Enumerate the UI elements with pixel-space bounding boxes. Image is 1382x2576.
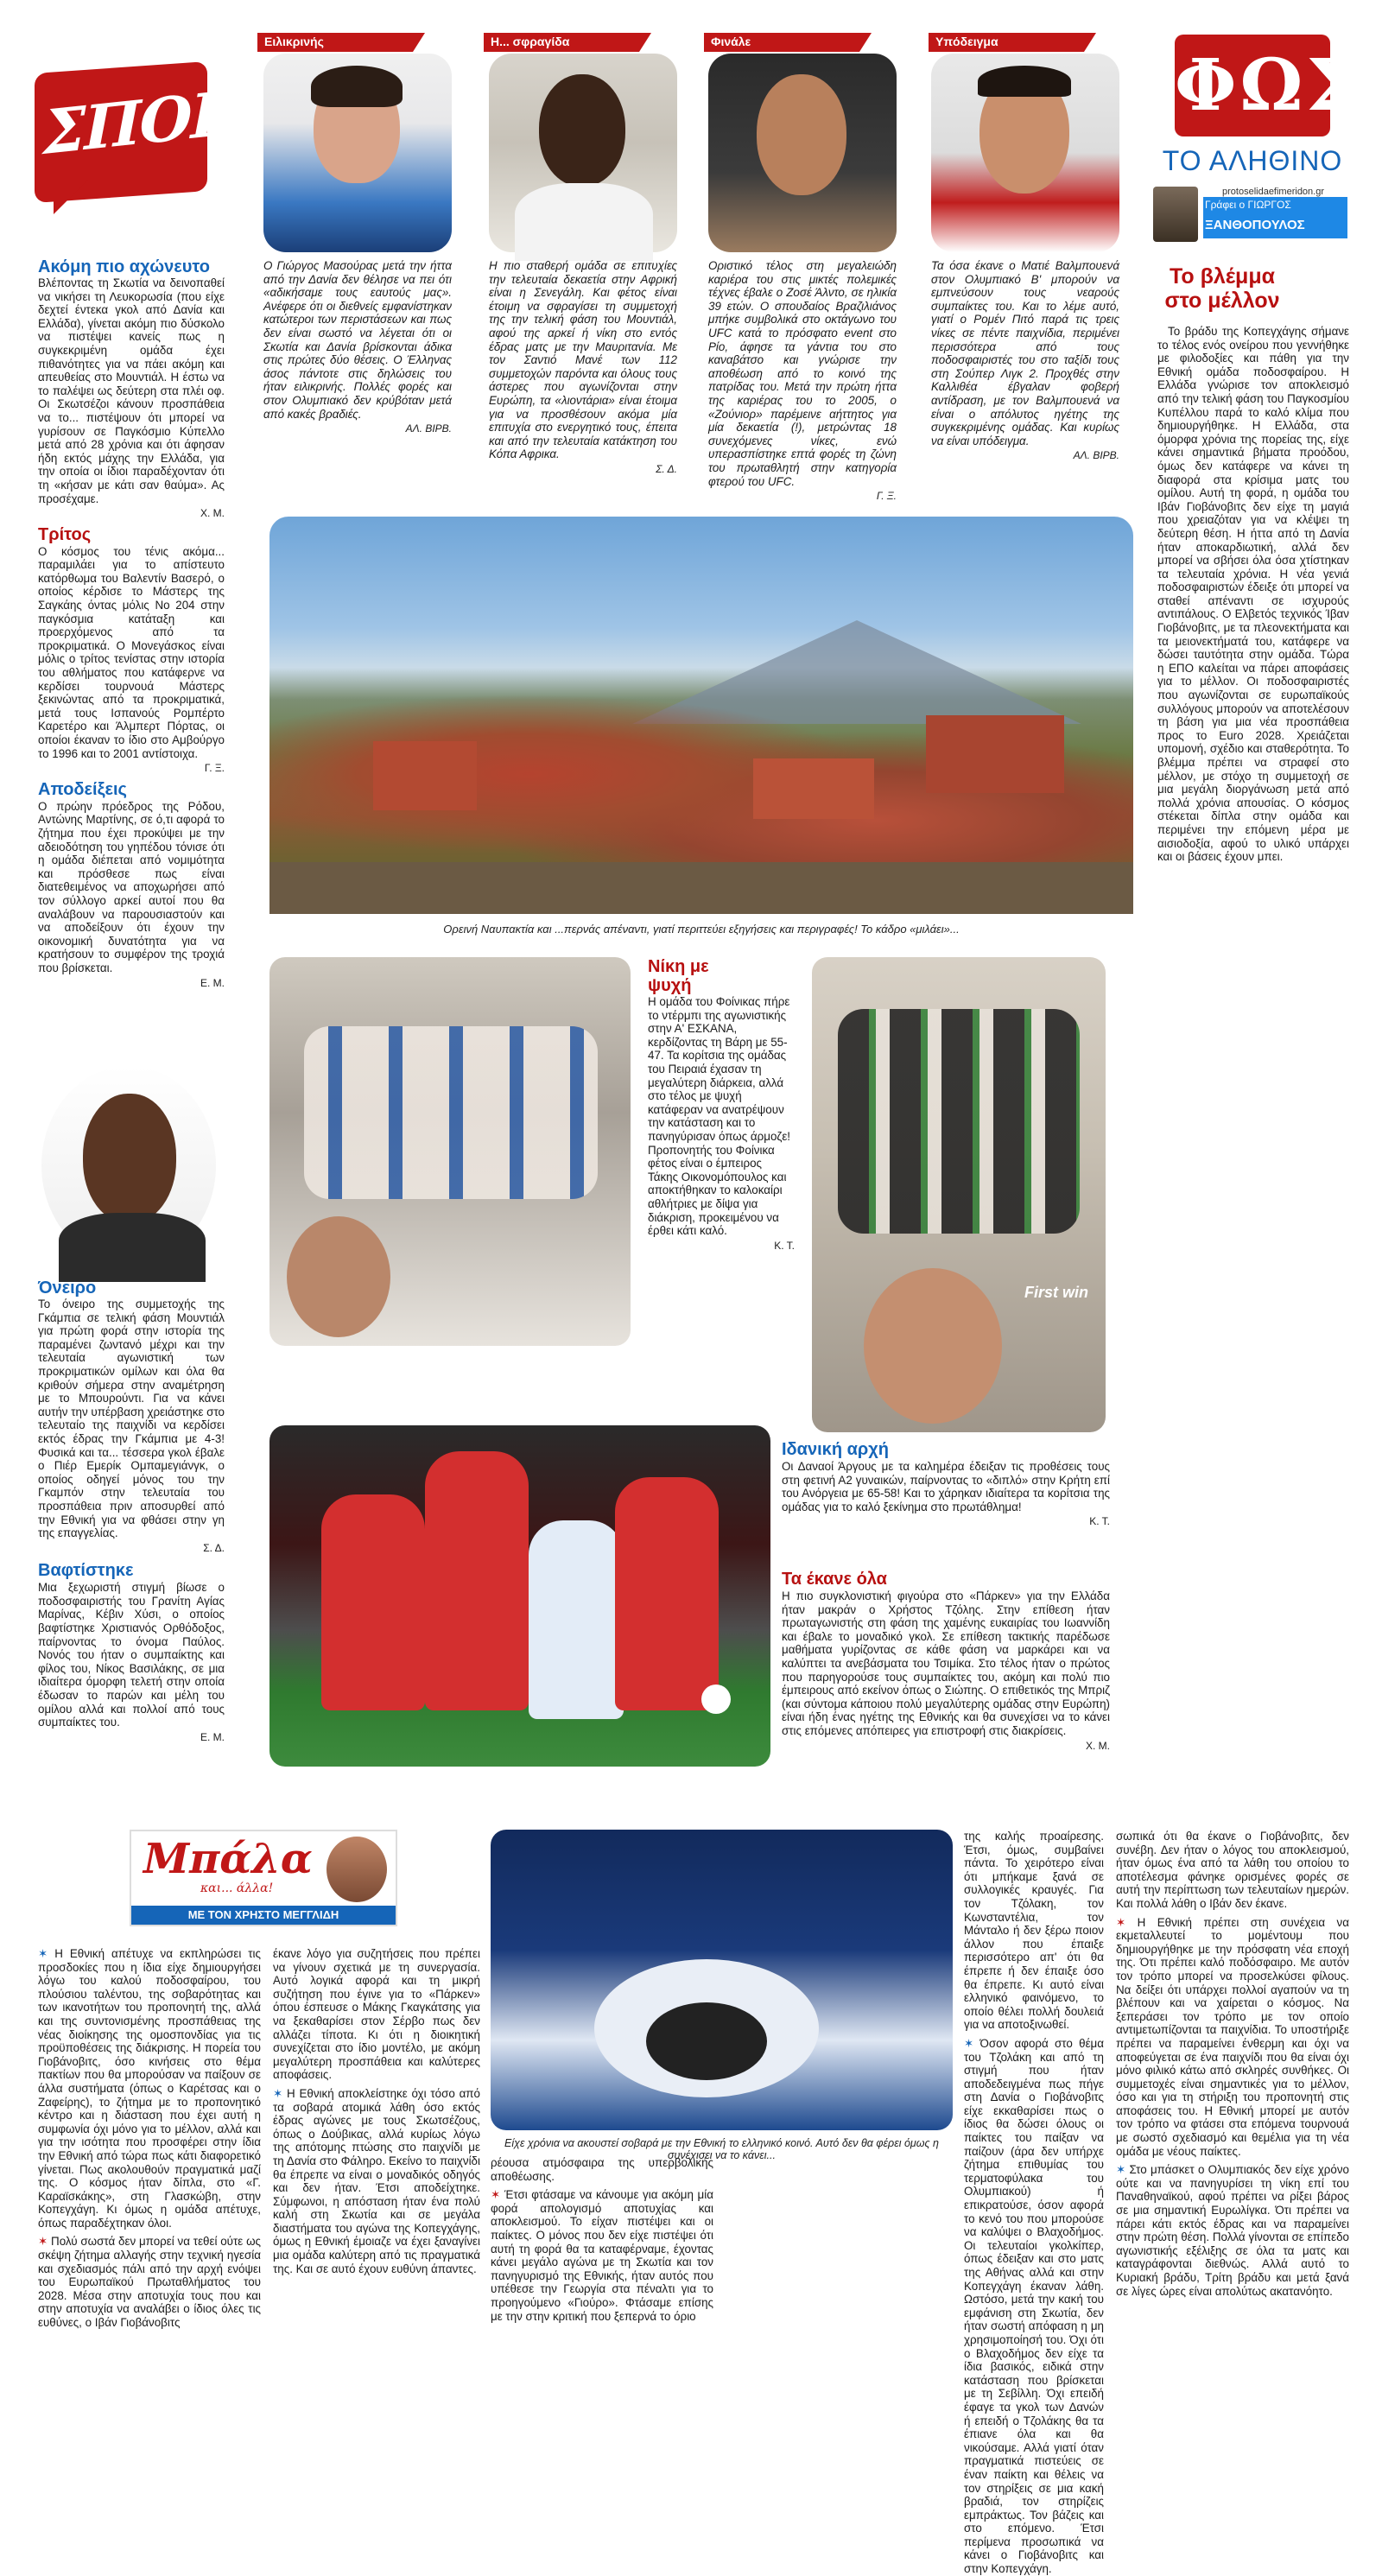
- heading-axwneuto: Ακόμη πιο αχώνευτο: [38, 257, 210, 276]
- sport-logo-text: ΣΠΟΡ: [43, 76, 235, 168]
- firstwin-logo: First win: [1024, 1284, 1088, 1301]
- sig-nikh: Κ. Τ.: [774, 1239, 795, 1252]
- fos-subtitle: ΤΟ ΑΛΗΘΙΝΟ: [1162, 145, 1343, 176]
- left-column: [38, 257, 225, 990]
- ola-block: [782, 1569, 1110, 1753]
- body-idaniki: Οι Δαναοί Άργους με τα καλημέρα έδειξαν τις προθέσεις τους στη φετινή Α2 γυναικών, παίρνοντας το «διπλό» στην Κρήτη επί του Ανόργεια με 65-58! Και το χάρηκαν ιδιαίτερα τα κορίτσια της ομάδας για το καλό ξεκίνημα στο πρωτάθλημα!: [782, 1460, 1110, 1513]
- fans-caption: Είχε χρόνια να ακουστεί σοβαρά με την Εθνική το ελληνικό κοινό. Αυτό δεν θα φέρει όμως η συνέχισει να το κάνει...: [504, 2137, 939, 2161]
- mpala-logo: [130, 1830, 397, 1926]
- body-axwneuto: Βλέποντας τη Σκωτία να δεινοπαθεί να νικήσει τη Λευκορωσία (που είχε δεχτεί έντεκα γκολ από Δανία και Ελλάδα), γίνεται ακόμη πιο δύσκολο να πιστέψει κανείς πως η συγκεκριμένη ομάδα έχει πιθανότητες για να πάει ακόμη και απευθείας στο Μουντιάλ. Η έστω να το παλέψει ως δεύτερη στα πλέι οφ. Οι Σκωτσέζοι κάνουν προσπάθεια να το... πιστέψουν ότι μπορεί να γυρίσουν σε Παγκόσμιο Κύπελλο μετά από 28 χρόνια και ότι άφησαν ήδη εκτός μάχης την Ελλάδα, για την οποία οι ίδιοι παραδέχονταν ότι τη «κήσαν με κάτι σαν θαύμα». Ας προσέχαμε.: [38, 276, 225, 505]
- left-column-lower: [38, 1278, 225, 1744]
- caption-valbuena: Τα όσα έκανε ο Ματιέ Βαλμπουενά στον Ολυμπιακό Β' μπορούν να εμπνεύσουν τους νεαρούς συμπαίκτες του. Και το λέμε αυτό, γιατί ο Ρομέν Πιτό παρά τις τρεις νίκες σε πέντε παιχνίδια, περιμένει περισσότερα από τους ποδοσφαιριστές του στο ταξίδι τους στη Σούπερ Λιγκ 2. Προχθές στην Καλλιθέα έβγαλαν φοβερή αντίδραση, με τον Βαλμπουενά να είναι ο απόλυτος ηγέτης της συγκεκριμένης ομάδας. Και κυρίως να είναι υπόδειγμα. ΑΛ. ΒΙΡΒ.: [931, 259, 1119, 462]
- sig-ola: Χ. Μ.: [1085, 1739, 1110, 1752]
- heading-tritos: Τρίτος: [38, 524, 92, 544]
- tab-sfragida: Η... σφραγίδα: [484, 33, 639, 52]
- photo-masouras: [263, 54, 452, 252]
- photo-aldo: [708, 54, 897, 252]
- caption-mane: Η πιο σταθερή ομάδα σε επιτυχίες την τελευταία δεκαετία στην Αφρική είναι η Σενεγάλη. Και φέτος είναι έτοιμη να σφραγίσει τη συμμετοχή της την τελική φάση του Μουντιάλ, αφού της αρκεί ή νίκη στο εντός έδρας ματς με την Μαυριτανία. Με τον Σαντιό Μανέ των 112 συμμετοχών παρόντα και όλους τους άστερες που αγωνίζονται στην Ευρώπη, τα «λιοντάρια» είναι έτοιμα για να προσθέσουν ακόμα μία επιτυχία στο ενεργητικό τους, έπειτα και από την τελευταία κατάκτηση του Κόπα Αφρικα. Σ. Δ.: [489, 259, 677, 475]
- mpala-byline: ΜΕ ΤΟΝ ΧΡΗΣΤΟ ΜΕΓΓΛΙΔΗ: [131, 1906, 396, 1925]
- avatar-meggidis: [326, 1837, 387, 1902]
- avatar: [1153, 187, 1198, 242]
- photo-valbuena: [931, 54, 1119, 252]
- sig-oneiro: Σ. Δ.: [203, 1541, 225, 1554]
- watermark: protoselidaefimeridon.gr: [1222, 187, 1325, 197]
- bottom-col2: έκανε λόγο για συζητήσεις που πρέπει να γίνουν σχετικά με τη συνεργασία. Αυτό λογικά αφορά και τη μικρή συζήτηση που έγινε για το «Πάρκεν» όπου έσπευσε ο Μάκης Γκαγκάτσης για να ξεκαθαρίσει στον Σέρβο πως δεν αλλάζει τίποτα. Κι ότι η διοικητική συνεχίζεται στο ίδιο μοντέλο, με ακόμη μεγαλύτερη προσπάθεια και καλύτερες αποφάσεις. ✶ Η Εθνική αποκλείστηκε όχι τόσο από τα σοβαρά ατομικά λάθη όσο εκτός έδρας αγώνες με τους Σκωτσέζους, όπως ο Δούβικας, αλλά κυρίως λόγω της απότομης πτώσης στο παιχνίδι με τη Δανία στο Φάληρο. Εκείνο το παιχνίδι θα έπρεπε να είναι ο μοναδικός οδηγός και δεν ήταν. Έτσι αποδείχτηκε. Σύμφωνοι, η απόσταση ήταν ένα πολύ καλή στη Σκωτία και σε μεγάλα διαστήματα του αγώνα της Κοπεγχάγης, όμως η Εθνική έμοιαζε να έχει ξαναγίνει μια ομάδα καλύτερη από τις πραγματικά της. Και σε αυτό έχουν ευθύνη άπαντες.: [273, 1947, 480, 2275]
- body-oneiro: Το όνειρο της συμμετοχής της Γκάμπια σε τελική φάση Μουντιάλ για πρώτη φορά στην ιστορία της παραμένει ζωντανό μέχρι και την τελευταία αγωνιστική των προκριματικών ομίλων και όλα θα κριθούν σήμερα στην αναμέτρηση με το Μπουρούντι. Για να κάνει αυτήν την υπέρβαση χρειάστηκε στο τελευταίο της παιχνίδι να κερδίσει εκτός έδρας την Γκάμπια με 4-3! Φυσικά και τα... τέσσερα γκολ έβαλε ο Πιέρ Εμερίκ Ομπαμεγιάνγκ, ο οποίος οδηγεί μόνος του την Γκαμπόν στην τελευταία του προσπάθεια πριν αποσυρθεί από την Εθνική για να φθάσει στην γη της επαγγελίας.: [38, 1298, 225, 1540]
- sig-apodeixeis: Ε. Μ.: [200, 976, 225, 989]
- tab-ypodeigma: Υπόδειγμα: [929, 33, 1084, 52]
- mpala-logo-text: Μπάλα: [143, 1835, 313, 1883]
- heading-nikh: Νίκη με ψυχή: [648, 957, 709, 995]
- nikh-block: [648, 957, 795, 1253]
- body-tritos: Ο κόσμος του τένις ακόμα... παραμιλάει για το απίστευτο κατόρθωμα του Βαλεντίν Βασερό, ο οποίος κέρδισε το Μάστερς της Σαγκάης όντας μόλις Νο 204 στην παγκόσμια κατάταξη και προερχόμενος από τα προκριματικά. Ο Μονεγάσκος είναι μόλις ο τρίτος τενίστας στην ιστορία του αθλήματος που κατάφερνε να κερδίσει τουρνουά Μάστερς ξεκινώντας από τα προκριματικά, μετά τους Ισπανούς Ρομπέρτο Καρετέρο και Άλμπερτ Πόρτας, οι οποίοι έκαναν το ίδιο στο Αμβούργο το 1996 και το 2001 αντίστοιχα.: [38, 544, 225, 760]
- author-box: [1153, 185, 1347, 245]
- photo-danaoi: [812, 957, 1106, 1432]
- landscape-caption: Ορεινή Ναυπακτία και ...περνάς απέναντι, γιατί περιττεύει εξηγήσεις και περιγραφές! Το κάδρο «μιλάει»...: [443, 923, 960, 936]
- mpala-logo-small: και... άλλα!: [200, 1881, 274, 1895]
- heading-idaniki: Ιδανική αρχή: [782, 1440, 889, 1459]
- author-prefix: Γράφει ο ΓΙΩΡΓΟΣ: [1205, 199, 1291, 211]
- fos-logo-text: ΦΩΣ: [1175, 44, 1360, 127]
- body-apodeixeis: Ο πρώην πρόεδρος της Ρόδου, Αντώνης Μαρτίνης, σε ό,τι αφορά το ζήτημα που έχει προκύψει με την αδειοδότηση του γηπέδου τόνισε ότι η ομάδα διέπεται από νομιμότητα και πρόσθεσε πως είναι διατεθειμένος να αποχωρήσει από τον σύλλογο αρκεί αυτοί που θα αναλάβουν να παρουσιαστούν και να αποδείξουν ότι έχουν την οικονομική δυνατότητα για να κρατήσουν το συμφέρον της τροχιά που βρίσκεται.: [38, 799, 225, 974]
- body-ola: Η πιο συγκλονιστική φιγούρα στο «Πάρκεν» για την Ελλάδα ήταν μακράν ο Χρήστος Τζόλης. Στην επίθεση ήταν πρωταγωνιστής στη φάση της χαμένης ευκαιρίας του Ιωαννίδη και έβαλε το μοναδικό γκολ. Σε επίθεση τακτικής παρέδωσε μαθήματα γυρίζοντας σε κάθε φάση να μαρκάρει και να καλύπτει τα ανεβάσματα του Τσιμίκα. Στο τέλος ήταν ο πρώτος που παρηγορούσε τους συμπαίκτες του, ακόμη και πολύ πιο έμπειρους από εκείνον όπως ο Σιώπης. Ο επιθετικός της Μπριζ (και σύντομα κάποιου πολύ μεγαλύτερης ομάδας στην Ευρώπη) είναι ήδη ένας ηγέτης της Εθνικής και θα συνεχίσει να το κάνει στις επόμενες απόπειρες για επιστροφή στις διακρίσεις.: [782, 1589, 1110, 1737]
- bottom-col5: σωπικά ότι θα έκανε ο Γιοβάνοβιτς, δεν συνέβη. Δεν ήταν ο λόγος του αποκλεισμού, ήταν όμως ένα από τα λάθη του οποίου το αποτέλεσμα φάνηκε ορισμένες φορές σε αυτή την περίπτωση των τελευταίων ημερών. Και πολλά λάθη ο Ιβάν δεν έκανε. ✶ Η Εθνική πρέπει στη συνέχεια να εκμεταλλευτεί το μομέντουμ που δημιουργήθηκε με την πρόσφατη νέα εποχή της. Ότι πρέπει καλό ποδόσφαιρο. Με αυτόν τον τρόπο μπορεί να προσελκύσει φίλους. Να δείξει ότι υπάρχει πολλοί αγαπούν να τη βλέπουν και να χαίρεται ο κόσμος. Να ξεπεράσει τον τρόπο με τον οποίο αντιμετωπίζονται τα παιχνίδια. Το υποστήριξε πρέπει να παραμείνει ένθερμη και όχι να αποφεύγεται σε ένα παιχνίδι που θα είναι όχι μόνο φιλικό κάτω από σκληρές συνθήκες. Οι συμμετοχές είναι σημαντικές για το μέλλον, όσο και για τη στήριξη του προπονητή στις αποφάσεις του. Η Εθνική μπορεί με αυτόν τον τρόπο να φτάσει στα επόμενα τουρνουά με σωστό σχεδιασμό και θεμέλια για τη νέα ομάδα με νέους παίκτες. ✶ Στο μπάσκετ ο Ολυμπιακός δεν είχε χρόνο ούτε και να πανηγυρίσει τη νίκη επί του Παναθηναϊκού, αφού πρέπει να ρίξει βάρος σε μια σημαντική Ευρωλίγκα. Ότι πρέπει να πάρει κάτι εκτός έδρας και να παραμείνει στην πρώτη θέση. Πολλά γίνονται σε επίπεδο αγωνιστικής εξέλιξης σε όλα τα ματς και καταγράφονται διεθνώς. Αλλά αυτό το Κυριακή βράδυ, Τρίτη βράδυ και μετά ξανά σε λίγες ώρες είναι απολύτως ακατανόητο.: [1116, 1830, 1349, 2298]
- bottom-col3: ρέουσα ατμόσφαιρα της υπερβολικής αποθέωσης. ✶ Έτσι φτάσαμε να κάνουμε για ακόμη μία φορά απολογισμό αποτυχίας και αποκλεισμού. Το είχαν πιστέψει και οι παίκτες. Ο μόνος που δεν είχε πιστέψει ότι αυτή τη φορά θα τα καταφέρναμε, έχοντας κάνει μεγάλο αγώνα με τη Σκωτία και τον πανηγυρισμό της Εθνικής, ήταν αυτός που υπέθεσε την Γεωργία στα πέναλτι για το προηγούμενο «Γιούρο». Φτάσαμε επίσης με την στην κριτική που ξεπερνά το όριο: [491, 2156, 713, 2323]
- bottom-col1: ✶ Η Εθνική απέτυχε να εκπληρώσει τις προσδοκίες που η ίδια είχε δημιουργήσει λόγω του καλού ποδοσφαίρου, του πλούσιου ταλέντου, της σοβαρότητας και των ικανοτήτων του προπονητή της, αλλά και της συντονισμένης προσπάθειας της νέας διοίκησης της ομοσπονδίας για τις προϋποθέσεις της διάκρισης. Η πορεία του Γιοβάνοβιτς, όσο κινήσεις στο θέμα πακτίων που θα μπορούσαν να παίξουν σε άλλα συστήματα (όπως ο Καρέτσας και ο Ζαφείρης), το ζήτημα με το προπονητικό κέντρο και η διάσταση που έχει αυτή η συμφωνία όχι μόνο για το μέλλον, αλλά και για την ισότητα που προσφέρει στην ίδια την Εθνική από τώρα πως κάτι διαφορετικό γίνεται. Πως ακολουθούν πραγματικά μαζί της. Ο κόσμος ήταν δίπλα, στο «Γ. Καραϊσκάκης», στη Γλασκώβη, στην Κοπεγχάγη. Κι όμως η ομάδα απέτυχε, όπως παραδέχτηκαν όλοι. ✶ Πολύ σωστά δεν μπορεί να τεθεί ούτε ως σκέψη ζήτημα αλλαγής στην τεχνική ηγεσία και σχεδιασμός πάλι από την αρχή ενόψει του Ευρωπαϊκού Πρωταθλήματος του 2028. Μέσα στην αποτυχία τους που και στην αποτυχία να αναλάβει ο ίδιος όλες τις ευθύνες, ο Ιβάν Γιοβάνοβιτς: [38, 1947, 261, 2330]
- heading-oneiro: Όνειρο: [38, 1278, 97, 1298]
- fos-logo: [1175, 35, 1360, 136]
- photo-foinikas: [269, 957, 631, 1346]
- photo-fans: [491, 1830, 953, 2130]
- caption-masouras: Ο Γιώργος Μασούρας μετά την ήττα από την Δανία δεν θέλησε να πει ότι «αδικήσαμε τους εαυτούς μας». Ανέφερε ότι οι διεθνείς εμφανίστηκαν κατώτεροι των περιστάσεων και πως δεν είναι σωστό να λέγεται ότι οι Σκωτία και Δανία βρίσκονται άδικα στις πρώτες δύο θέσεις. Ο Έλληνας άσος πάντοτε στις δηλώσεις του ήταν ειλικρινής. Πολλές φορές και στον Ολυμπιακό δεν κρύβόταν μετά από κακές βραδιές. ΑΛ. ΒΙΡΒ.: [263, 259, 452, 435]
- heading-ola: Τα έκανε όλα: [782, 1570, 887, 1589]
- bottom-col4: της καλής προαίρεσης. Έτσι, όμως, συμβαίνει πάντα. Το χειρότερο είναι ότι μπήκαμε ξανά σε συλλογικές κραυγές. Για τον Τζόλακη, τον Κωνσταντέλια, τον Μάνταλο ή δεν ξέρω ποιον άλλον που έπαιξε περισσότερο απ' ότι θα έπρεπε ή δεν έπαιξε όσο θα έπρεπε. Κι αυτό είναι ελληνικό φαινόμενο, το οποίο θέλει πολλή δουλειά για να αποτοξινωθεί. ✶ Όσον αφορά στο θέμα του Τζολάκη και από τη στιγμή που ήταν αποδεδειγμένα πως πήγε στη Δανία ο Γιοβάνοβιτς είχε εκκαθαρίσει πως ο ίδιος θα δώσει όλους οι παίκτες του παίξαν να παίζουν (άρα δεν υπήρχε ζήτημα επιθυμίας του τερματοφύλακα του Ολυμπιακού) ή επικρατούσε, όσον αφορά το κενό του που μπορούσε να καλύψει ο Βλαχοδήμος. Οι τελευταίοι γκολκίπερ, όπως έδειξαν και στο ματς της Αθήνας αλλά και στην Κοπεγχάγη έκαναν λάθη. Ωστόσο, μετά την κακή του εμφάνιση στη Σκωτία, δεν ήταν σωστή απόφαση η μη χρησιμοποίησή του. Όχι ότι ο Βλαχοδήμος δεν είχε τα ίδια βασικός, ειδικά στην κατάσταση που βρίσκεται με τη Σεβίλλη. Όχι επειδή έφαγε τα γκολ των Δανών ή επειδή ο Τζολάκης θα τα έπιανε όλα και θα νικούσαμε. Αλλά γιατί όταν πραγματικά πιστεύεις σε έναν παίκτη και θέλεις να τον στηρίξεις σε μια κακή βραδιά, τον στηρίζεις εμπράκτως. Τον βάζεις και στο επόμενο. Έτσι περίμενα προσωπικά να κάνει ο Γιοβάνοβιτς και στην Κοπεγχάγη.: [964, 1830, 1104, 2576]
- heading-apodeixeis: Αποδείξεις: [38, 779, 127, 799]
- photo-mane: [489, 54, 677, 252]
- author-name: ΞΑΝΘΟΠΟΥΛΟΣ: [1205, 218, 1305, 232]
- body-nikh: Η ομάδα του Φοίνικας πήρε το ντέρμπι της αγωνιστικής στην Α' ΕΣΚΑΝΑ, κερδίζοντας τη Βάρη με 55-47. Τα κορίτσια της ομάδας του Πειραιά έχασαν τη μεγαλύτερη διάρκεια, αλλά στο τέλος με ψυχή κατάφεραν να ανατρέψουν την κατάσταση και το πανηγύρισαν όπως άρμοζε! Προπονητής του Φοίνικα φέτος είναι ο έμπειρος Τάκης Οικονομόπουλος και αποκτήθηκαν το καλοκαίρι αθλήτριες με δίψα για διάκριση, προκειμένου να έρθει κάτι καλό.: [648, 995, 791, 1238]
- sport-logo: [35, 50, 235, 223]
- sig-axwneuto: Χ. Μ.: [200, 507, 225, 520]
- caption-aldo: Οριστικό τέλος στη μεγαλειώδη καριέρα του στις μικτές πολεμικές τέχνες έβαλε ο Ζοσέ Άλντο, σε ηλικία 39 ετών. Ο σπουδαίος Βραζιλιάνος μπήκε συμβολικά στο οκτάγωνο του UFC κατά το πρόσφατο event στο Ρίο, άφησε τα γάντια του στο καναβάτσο και γνώρισε την αποθέωση από το κοινό της πατρίδας του. Μετά την πρώτη ήττα της καριέρας του το 2005, ο «Ζούνιορ» παρέμεινε αήττητος για μία δεκαετία (!), μετρώντας 18 συνεχόμενες νίκες, ενώ υπερασπίστηκε επτά φορές τη ζώνη του πρωταθλητή στην κατηγορία φτερού του UFC. Γ. Ξ.: [708, 259, 897, 503]
- sig-idaniki: Κ. Τ.: [1089, 1515, 1110, 1528]
- body-vaftistike: Μια ξεχωριστή στιγμή βίωσε ο ποδοσφαιριστής του Γρανίτη Αγίας Μαρίνας, Κέβιν Χύσι, ο οποίος βαφτίστηκε Χριστιανός Ορθόδοξος, παίρνοντας το όνομα Παύλος. Νονός του ήταν ο συμπαίκτης και φίλος του, Νίκος Βασιλάκης, σε μια ιδιαίτερα όμορφη τελετή στην οποία έδωσαν το παρών και μέλη του ομίλου αλλά και πολλοί από τους συμπαίκτες του.: [38, 1581, 225, 1729]
- sig-vaftistike: Ε. Μ.: [200, 1730, 225, 1743]
- tab-finale: Φινάλε: [704, 33, 859, 52]
- tab-eilikrinis: Ειλικρινής: [257, 33, 413, 52]
- idaniki-block: [782, 1439, 1110, 1529]
- right-col-body: Το βράδυ της Κοπεγχάγης σήμανε το τέλος ενός ονείρου που γεννήθηκε με φιλοδοξίες και πάθη για την Εθνική ομάδα ποδοσφαίρου. Η Ελλάδα γνώρισε τον αποκλεισμό από την τελική φάση του Παγκοσμίου Κυπέλλου παρά το καλό κλίμα που δημιουργήθηκε. Η Ελλάδα, στα όμορφα χρόνια της πορείας της, είχε κάνει σημαντικά βήματα προόδου, όμως δεν κατάφερε να κάνει τη διαφορά στα κρίσιμα ματς του ομίλου. Αυτή τη φορά, η ομάδα του Ιβάν Γιοβάνοβιτς δεν είχε τη μαγιά που χρειαζόταν για να κλέψει τη δεύτερη θέση. Η ήττα από τη Δανία ήταν αποκαρδιωτική, αλλά δεν μπορεί να σβήσει όλα όσα χτίστηκαν τα τελευταία χρόνια. Η νέα γενιά ποδοσφαιριστών έδειξε ότι μπορεί να σταθεί απέναντι σε ισχυρούς αντιπάλους. Ο Ελβετός τεχνικός Ίβαν Γιοβάνοβιτς, με τα πλεονεκτήματα και τα μειονεκτήματά του, κατάφερε να δώσει ταυτότητα στην ομάδα. Τώρα η ΕΠΟ καλείται να πάρει αποφάσεις για το μέλλον. Οι ποδοσφαιριστές που αγωνίζονται σε ευρωπαϊκούς συλλόγους μπορούν να αποτελέσουν τη βάση για μια νέα προσπάθεια προς το Euro 2028. Χρειάζεται υπομονή, σχέδιο και σταθερότητα. Το βλέμμα πρέπει να στραφεί στο μέλλον, με στόχο τη συμμετοχή σε μια μεγάλη διοργάνωση μετά από πολλά χρόνια απουσίας. Ο κόσμος στέκεται δίπλα στην ομάδα και περιμένει την επόμενη μέρα με αισιοδοξία, αφού το υλικό υπάρχει και οι βάσεις έχουν μπει.: [1157, 325, 1349, 864]
- sig-tritos: Γ. Ξ.: [204, 762, 225, 775]
- photo-match: [269, 1425, 770, 1767]
- photo-landscape: [269, 517, 1133, 914]
- heading-vaftistike: Βαφτίστηκε: [38, 1561, 134, 1581]
- photo-aubameyang: [41, 1066, 216, 1265]
- right-col-title: Το βλέμμα στο μέλλον: [1164, 264, 1280, 313]
